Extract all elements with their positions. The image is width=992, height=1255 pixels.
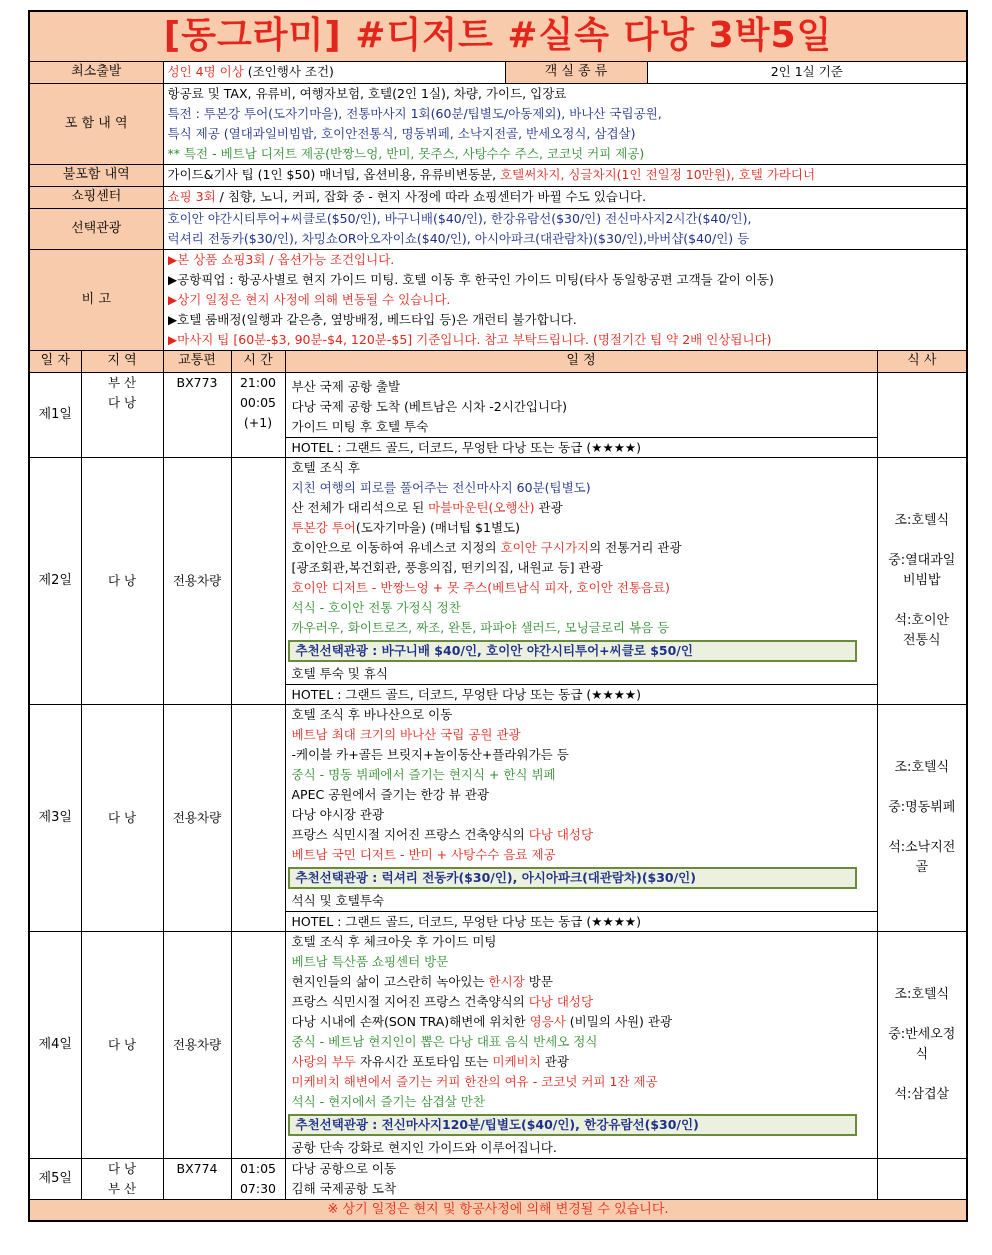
day-meal: 조:호텔식 중:명동뷔페 석:소낙지전 골 [877, 704, 967, 931]
schedule-line: 호이안 디저트 - 반짱느엉 + 못 주스(베트남식 피자, 호이안 전통음료) [291, 579, 670, 595]
room-type-value: 2인 1실 기준 [647, 61, 967, 83]
day-meal: 조:호텔식 중:반세오정 식 석:삼겹살 [877, 931, 967, 1158]
options-line: 호이안 야간시티투어+씨클로($50/인), 바구니배($40/인), 한강유람선($30/인) 전신마사지2시간($40/인), [167, 210, 752, 226]
day-label: 제4일 [29, 931, 81, 1158]
day-time [231, 457, 285, 704]
schedule-line: 베트남 최대 크기의 바나산 국립 공원 관광 [291, 726, 521, 742]
footer-notice: ※ 상기 일정은 현지 및 항공사정에 의해 변경될 수 있습니다. [29, 1199, 967, 1221]
schedule-line: 다낭 국제 공항 도착 (베트남은 시차 -2시간입니다) [291, 398, 567, 414]
hotel-line: HOTEL : 그랜드 골드, 더코드, 무엉탄 다낭 또는 동급 (★★★★) [286, 437, 877, 457]
min-depart-value: 성인 4명 이상 (조인행사 조건) [163, 61, 505, 83]
day-region: 다 낭 [81, 931, 163, 1158]
header-region: 지 역 [81, 350, 163, 372]
day-meal [877, 372, 967, 457]
schedule-line: 다낭 야시장 관광 [291, 806, 384, 822]
includes-line: 항공료 및 TAX, 유류비, 여행자보험, 호텔(2인 1실), 차량, 가이드, 입장료 [167, 85, 567, 101]
remark-line: ▶호텔 룸배정(일행과 같은층, 옆방배정, 베드타입 등)은 개런티 불가합니다. [167, 311, 577, 327]
schedule-line: 공항 단속 강화로 현지인 가이드와 이루어집니다. [291, 1139, 557, 1155]
day-row [29, 1158, 967, 1199]
schedule-line: 김해 국제공항 도착 [291, 1180, 397, 1196]
hotel-line: HOTEL : 그랜드 골드, 더코드, 무엉탄 다낭 또는 동급 (★★★★) [286, 684, 877, 704]
schedule-line: 프랑스 식민시절 지어진 프랑스 건축양식의 다낭 대성당 [291, 993, 594, 1009]
schedule-line: 호이안으로 이동하여 유네스코 지정의 호이안 구시가지의 전통거리 관광 [291, 539, 682, 555]
day-region: 다 낭 [81, 457, 163, 704]
day-label: 제5일 [29, 1158, 81, 1199]
day-meal: 조:호텔식 중:열대과일 비빔밥 석:호이안 전통식 [877, 457, 967, 704]
day-time: 01:05 07:30 [231, 1158, 285, 1199]
day-region: 다 낭 부 산 [81, 1158, 163, 1199]
day-region: 다 낭 [81, 704, 163, 931]
schedule-line: 호텔 조식 후 [291, 459, 360, 475]
day-schedule [285, 704, 877, 931]
schedule-line: 호텔 투숙 및 휴식 [291, 665, 388, 681]
day-time: 21:00 00:05 (+1) [231, 372, 285, 457]
room-type-label: 객 실 종 류 [505, 61, 647, 83]
day-time [231, 931, 285, 1158]
header-transport: 교통편 [163, 350, 231, 372]
schedule-line: 프랑스 식민시절 지어진 프랑스 건축양식의 다낭 대성당 [291, 826, 594, 842]
schedule-line: APEC 공원에서 즐기는 한강 뷰 관광 [291, 786, 489, 802]
schedule-line: [광조회관,복건회관, 풍흥의집, 떤키의집, 내원교 등] 관광 [291, 559, 603, 575]
day-transport: BX773 [163, 372, 231, 457]
includes-label: 포 함 내 역 [29, 83, 163, 164]
schedule-line: 미케비치 해변에서 즐기는 커피 한잔의 여유 - 코코넛 커피 1잔 제공 [291, 1073, 658, 1089]
schedule-line: 까우러우, 화이트로즈, 짜조, 완톤, 파파야 샐러드, 모닝글로리 볶음 등 [291, 619, 670, 635]
header-day: 일 자 [29, 350, 81, 372]
schedule-line: -케이블 카+골든 브릿지+놀이동산+플라워가든 등 [291, 746, 569, 762]
remark-line: ▶공항픽업 : 항공사별로 현지 가이드 미팅. 호텔 이동 후 한국인 가이드 미팅(타사 동일항공편 고객들 같이 이동) [167, 271, 774, 287]
header-schedule: 일 정 [285, 350, 877, 372]
schedule-line: 베트남 특산품 쇼핑센터 방문 [291, 953, 449, 969]
schedule-line: 호텔 조식 후 바나산으로 이동 [291, 706, 453, 722]
schedule-line: 가이드 미팅 후 호텔 투숙 [291, 418, 429, 434]
document-title: [동그라미] #디저트 #실속 다낭 3박5일 [29, 11, 967, 61]
itinerary-document [28, 10, 966, 1222]
includes-line: 특식 제공 (열대과일비빔밥, 호이안전통식, 명동뷔페, 소낙지전골, 반세오정식, 삼겹살) [167, 125, 636, 141]
shopping-label: 쇼핑센터 [29, 186, 163, 208]
options-label: 선택관광 [29, 208, 163, 249]
remark-line: ▶본 상품 쇼핑3회 / 옵션가능 조건입니다. [167, 251, 395, 267]
day-row [29, 931, 967, 1158]
includes-content [163, 83, 967, 164]
options-line: 럭셔리 전동카($30/인), 차밍쇼OR아오자이쇼($40/인), 아시아파크(대관람차)($30/인),바버샵($40/인) 등 [167, 230, 750, 246]
shopping-content: 쇼핑 3회 / 침향, 노니, 커피, 잡화 중 - 현지 사정에 따라 쇼핑센터가 바뀔 수도 있습니다. [163, 186, 967, 208]
recommended-option-box: 추천선택관광 : 전신마사지120분/팁별도($40/인), 한강유람선($30/인) [288, 1114, 857, 1136]
options-content [163, 208, 967, 249]
schedule-line: 사랑의 부두 자유시간 포토타임 또는 미케비치 관광 [291, 1053, 569, 1069]
schedule-line: 투본강 투어(도자기마을) (매너팁 $1별도) [291, 519, 520, 535]
remark-line: ▶상기 일정은 현지 사정에 의해 변동될 수 있습니다. [167, 291, 451, 307]
day-row [29, 457, 967, 704]
remarks-content [163, 249, 967, 350]
day-schedule [285, 931, 877, 1158]
schedule-line: 호텔 조식 후 체크아웃 후 가이드 미팅 [291, 933, 497, 949]
day-transport: BX774 [163, 1158, 231, 1199]
schedule-line: 석식 - 현지에서 즐기는 삼겹살 만찬 [291, 1093, 485, 1109]
schedule-line: 현지인들의 삶이 고스란히 녹아있는 한시장 방문 [291, 973, 553, 989]
schedule-line: 산 전체가 대리석으로 된 마블마운틴(오행산) 관광 [291, 499, 563, 515]
schedule-line: 석식 및 호텔투숙 [291, 892, 384, 908]
day-transport: 전용차량 [163, 931, 231, 1158]
min-depart-label: 최소출발 [29, 61, 163, 83]
schedule-line: 석식 - 호이안 전통 가정식 정찬 [291, 599, 461, 615]
schedule-line: 다낭 공항으로 이동 [291, 1160, 397, 1176]
excludes-content: 가이드&기사 팁 (1인 $50) 매너팁, 옵션비용, 유류비변동분, 호텔써차지, 싱글차지(1인 전일정 10만원), 호텔 가라디너 [163, 164, 967, 186]
header-meal: 식 사 [877, 350, 967, 372]
day-transport: 전용차량 [163, 457, 231, 704]
schedule-line: 중식 - 베트남 현지인이 뽑은 다낭 대표 음식 반세오 정식 [291, 1033, 598, 1049]
day-region: 부 산 다 낭 [81, 372, 163, 457]
schedule-line: 다낭 시내에 손짜(SON TRA)해변에 위치한 영응사 (비밀의 사원) 관광 [291, 1013, 673, 1029]
day-schedule [285, 457, 877, 704]
day-row [29, 704, 967, 931]
schedule-line: 지친 여행의 피로를 풀어주는 전신마사지 60분(팁별도) [291, 479, 591, 495]
day-transport: 전용차량 [163, 704, 231, 931]
day-time [231, 704, 285, 931]
hotel-line: HOTEL : 그랜드 골드, 더코드, 무엉탄 다낭 또는 동급 (★★★★) [286, 911, 877, 931]
day-schedule [285, 1158, 877, 1199]
day-meal [877, 1158, 967, 1199]
day-label: 제2일 [29, 457, 81, 704]
day-schedule [285, 372, 877, 457]
includes-line: 특전 : 투본강 투어(도자기마을), 전통마사지 1회(60분/팁별도/아동제외), 바나산 국립공원, [167, 105, 662, 121]
includes-line: ** 특전 - 베트남 디저트 제공(반짱느엉, 반미, 못주스, 사탕수수 주스, 코코넛 커피 제공) [167, 145, 645, 161]
remarks-label: 비 고 [29, 249, 163, 350]
day-row [29, 372, 967, 457]
remark-line: ▶마사지 팁 [60분-$3, 90분-$4, 120분-$5] 기준입니다. 참고 부탁드립니다. (명절기간 팁 약 2배 인상됩니다) [167, 331, 772, 347]
schedule-line: 부산 국제 공항 출발 [291, 378, 401, 394]
recommended-option-box: 추천선택관광 : 바구니배 $40/인, 호이안 야간시티투어+씨클로 $50/인 [288, 640, 857, 662]
recommended-option-box: 추천선택관광 : 럭셔리 전동카($30/인), 아시아파크(대관람차)($30/인) [288, 867, 857, 889]
day-label: 제1일 [29, 372, 81, 457]
itinerary-table [28, 10, 968, 1222]
excludes-label: 불포함 내역 [29, 164, 163, 186]
day-label: 제3일 [29, 704, 81, 931]
schedule-line: 베트남 국민 디저트 - 반미 + 사탕수수 음료 제공 [291, 846, 556, 862]
schedule-line: 중식 - 명동 뷔페에서 즐기는 현지식 + 한식 뷔페 [291, 766, 556, 782]
header-time: 시 간 [231, 350, 285, 372]
